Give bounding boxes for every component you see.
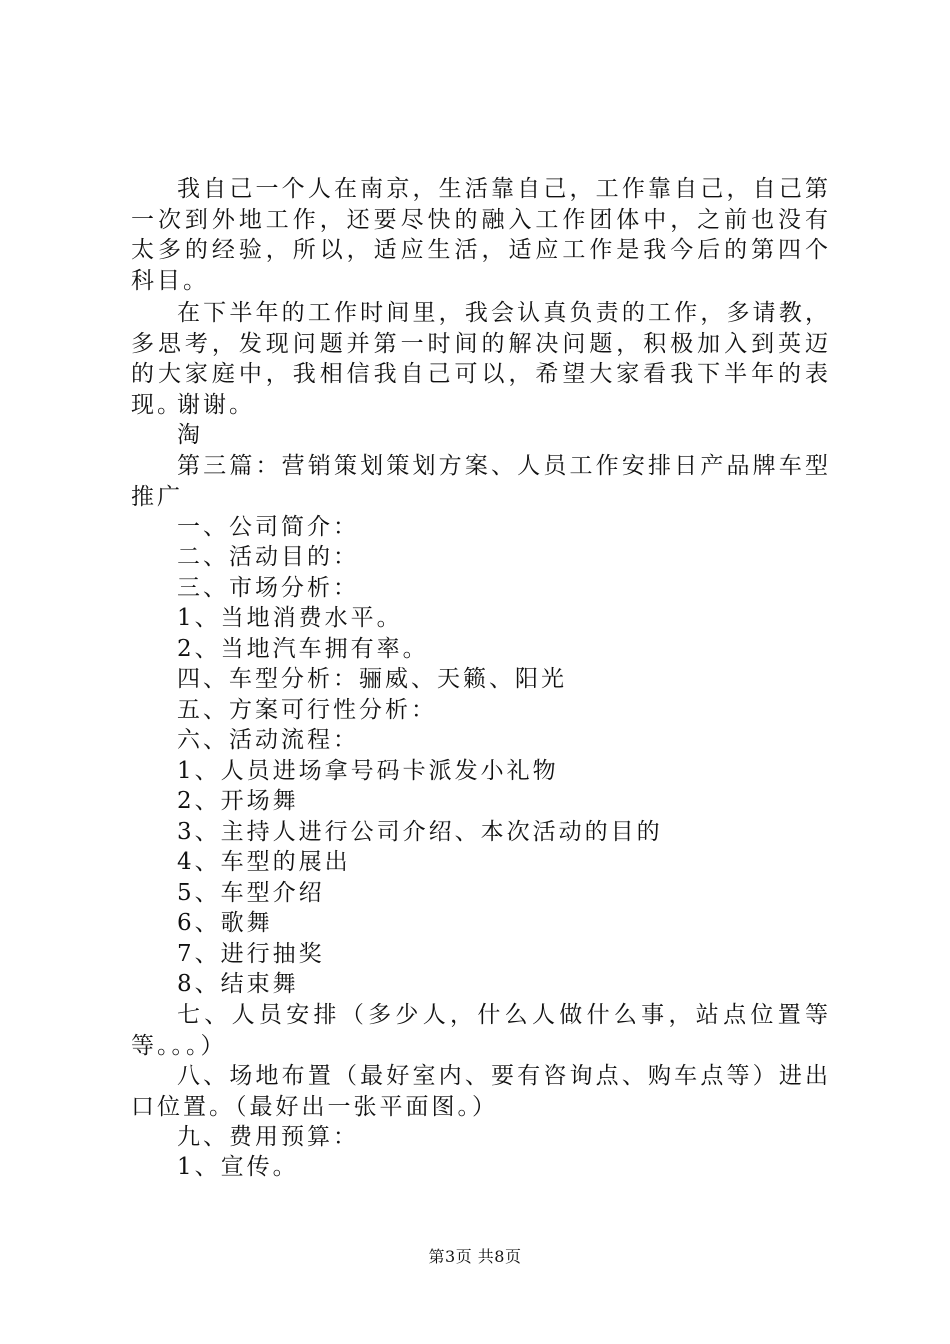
item-feasibility: 五、方案可行性分析： [177, 697, 437, 723]
item-car-ownership: 2、当地汽车拥有率。 [177, 636, 429, 662]
item-market-analysis: 三、市场分析： [177, 575, 359, 601]
item-flow-5: 5、车型介绍 [177, 880, 325, 906]
item-flow-3: 3、主持人进行公司介绍、本次活动的目的 [177, 819, 663, 845]
item-flow-7: 7、进行抽奖 [177, 941, 325, 967]
item-model-analysis: 四、车型分析：骊威、天籁、阳光 [177, 666, 567, 692]
item-company-intro: 一、公司简介： [177, 514, 359, 540]
paragraph-second-half-plan: 在下半年的工作时间里，我会认真负责的工作，多请教，多思考，发现问题并第一时间的解决问题，积极加入到英迈的大家庭中，我相信我自己可以，希望大家看我下半年的表现。 [131, 300, 831, 418]
item-flow-1: 1、人员进场拿号码卡派发小礼物 [177, 758, 559, 784]
paragraph-nanjing: 我自己一个人在南京，生活靠自己，工作靠自己，自己第一次到外地工作，还要尽快的融入工作团体中，之前也没有太多的经验，所以，适应生活，适应工作是我今后的第四个科目。 [131, 176, 831, 294]
item-activity-flow: 六、活动流程： [177, 727, 359, 753]
item-consumption-level: 1、当地消费水平。 [177, 605, 403, 631]
item-flow-8: 8、结束舞 [177, 971, 299, 997]
item-flow-2: 2、开场舞 [177, 788, 299, 814]
thanks-line: 谢谢。 [177, 392, 255, 418]
section-venue: 八、场地布置（最好室内、要有咨询点、购车点等）进出口位置。（最好出一张平面图。） [131, 1063, 831, 1120]
page-footer: 第3页 共8页 [428, 1247, 522, 1266]
item-flow-4: 4、车型的展出 [177, 849, 351, 875]
tao-line: 淘 [177, 422, 203, 448]
chapter-title: 第三篇：营销策划策划方案、人员工作安排日产品牌车型推广 [131, 453, 831, 510]
section-budget: 九、费用预算： [177, 1124, 359, 1150]
section-staffing: 七、人员安排（多少人，什么人做什么事，站点位置等等。。。） [131, 1002, 831, 1059]
item-flow-6: 6、歌舞 [177, 910, 273, 936]
budget-item-1: 1、宣传。 [177, 1154, 299, 1180]
item-activity-goal: 二、活动目的： [177, 544, 359, 570]
